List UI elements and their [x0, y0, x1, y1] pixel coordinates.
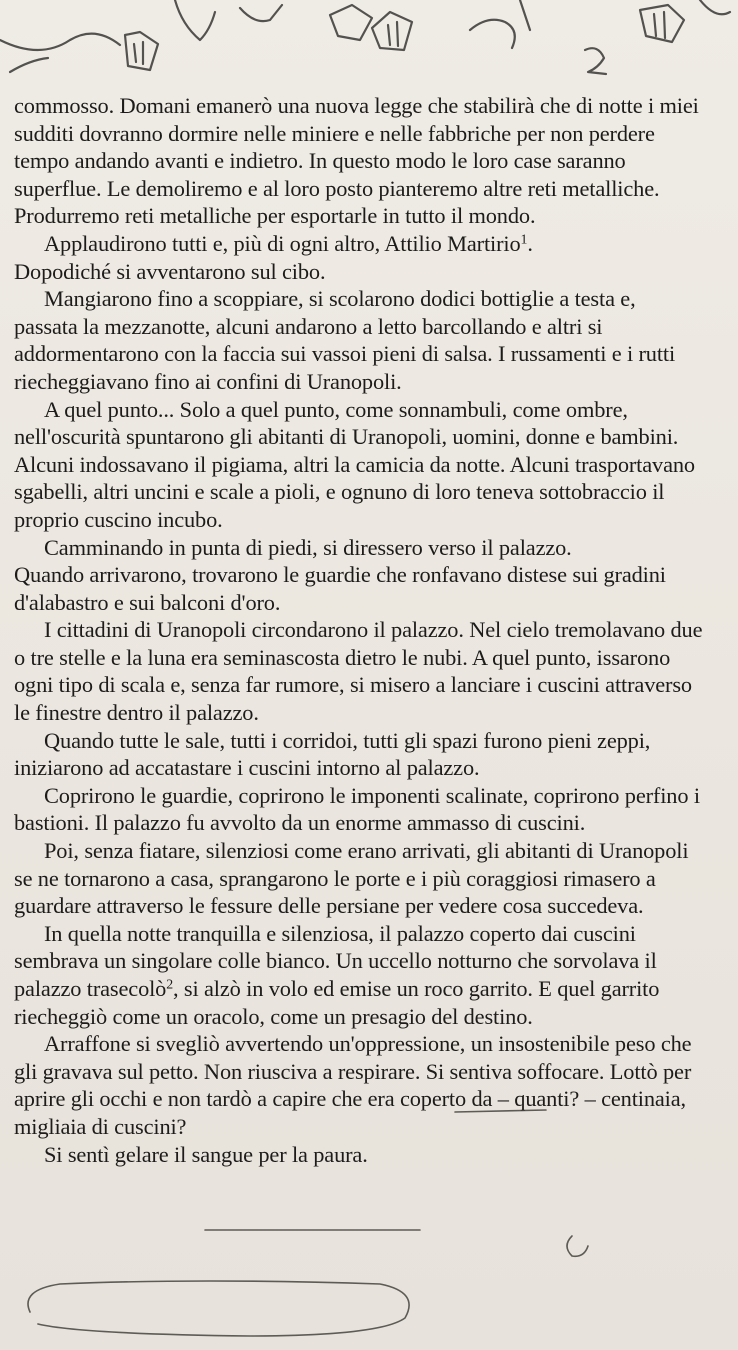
paragraph-12-text: In quella notte tranquilla e silenziosa, il palazzo coperto dai cuscini sembrava un singolare colle bianco. Un uccello notturno che sorvolava il palazzo trasecolò — [14, 920, 657, 1001]
paragraph-11-text: Poi, senza fiatare, silenziosi come erano arrivati, gli abitanti di Uranopoli se ne tornarono a casa, sprangarono le porte e i più coraggiosi rimasero a guardare attraverso le fessure delle persiane per vedere cosa succedeva. — [14, 838, 689, 919]
paragraph-6 — [14, 534, 704, 562]
paragraph-6-text: Camminando in punta di piedi, si diressero verso il palazzo. — [44, 534, 572, 560]
footnote-marker-1: 1 — [520, 232, 528, 248]
paragraph-4-text: Mangiarono fino a scoppiare, si scolarono dodici bottiglie a testa e, passata la mezzanotte, alcuni andarono a letto barcollando e altri si addormentarono con la faccia sui vassoi pieni di salsa. I russamenti e i rutti riecheggiavano fino ai confini di Uranopoli. — [14, 286, 676, 394]
paragraph-7-text: Quando arrivarono, trovarono le guardie che ronfavano distese sui gradini d'alabastro e sui balconi d'oro. — [14, 562, 666, 615]
paragraph-3 — [14, 258, 704, 286]
paragraph-8-text: I cittadini di Uranopoli circondarono il palazzo. Nel cielo tremolavano due o tre stelle e la luna era seminascosta dietro le nubi. A quel punto, issarono ogni tipo di scala e, senza far rumore, si misero a lanciare i cuscini attraverso le finestre dentro il palazzo. — [14, 617, 703, 726]
paragraph-2-end: . — [527, 230, 533, 256]
paragraph-9 — [14, 727, 704, 782]
story-text — [14, 92, 704, 1168]
paragraph-5-text: A quel punto... Solo a quel punto, come sonnambuli, come ombre, nell'oscurità spuntarono gli abitanti di Uranopoli, uomini, donne e bambini. Alcuni indossavano il pigiama, altri la camicia da notte. Alcuni trasportavano sgabelli, altri uncini e scale a pioli, e ognuno di loro teneva sottobraccio il proprio cuscino incubo. — [14, 396, 695, 532]
paragraph-14-text: Si sentì gelare il sangue per la paura. — [44, 1141, 368, 1167]
paragraph-13-text: Arraffone si svegliò avvertendo un'oppressione, un insostenibile peso che gli gravava sul petto. Non riusciva a respirare. Si sentiva soffocare. Lottò per aprire gli occhi e non tardò a capire che era coperto da – quanti? – centinaia, migliaia di cuscini? — [14, 1031, 692, 1139]
paragraph-4 — [14, 285, 704, 395]
paragraph-13 — [14, 1030, 704, 1140]
paragraph-10-text: Coprirono le guardie, coprirono le imponenti scalinate, coprirono perfino i bastioni. Il palazzo fu avvolto da un enorme ammasso di cuscini. — [14, 782, 700, 836]
paragraph-1 — [14, 92, 704, 230]
paragraph-2-text: Applaudirono tutti e, più di ogni altro, Attilio Martirio — [44, 230, 521, 256]
paragraph-12 — [14, 920, 704, 1030]
paragraph-9-text: Quando tutte le sale, tutti i corridoi, tutti gli spazi furono pieni zeppi, iniziarono ad accatastare i cuscini intorno al palazzo. — [14, 727, 651, 781]
paragraph-8 — [14, 616, 704, 726]
paragraph-12-end: , si alzò in volo ed emise un roco garrito. E quel garrito riecheggiò come un oracolo, come un presagio del destino. — [14, 976, 660, 1029]
paragraph-1-text: commosso. Domani emanerò una nuova legge che stabilirà che di notte i miei sudditi dovranno dormire nelle miniere e nelle fabbriche per non perdere tempo andando avanti e indietro. In questo modo le loro case saranno superflue. Le demoliremo e al loro posto pianteremo altre reti metalliche. Produrremo reti metalliche per esportarle in tutto il mondo. — [14, 93, 699, 229]
paragraph-7 — [14, 561, 704, 616]
paragraph-5 — [14, 396, 704, 534]
paragraph-11 — [14, 837, 704, 920]
paragraph-3-text: Dopodiché si avventarono sul cibo. — [14, 258, 326, 284]
paragraph-10 — [14, 782, 704, 837]
footnote-marker-2: 2 — [166, 977, 174, 993]
paragraph-2 — [14, 230, 704, 258]
paragraph-14 — [14, 1141, 704, 1169]
